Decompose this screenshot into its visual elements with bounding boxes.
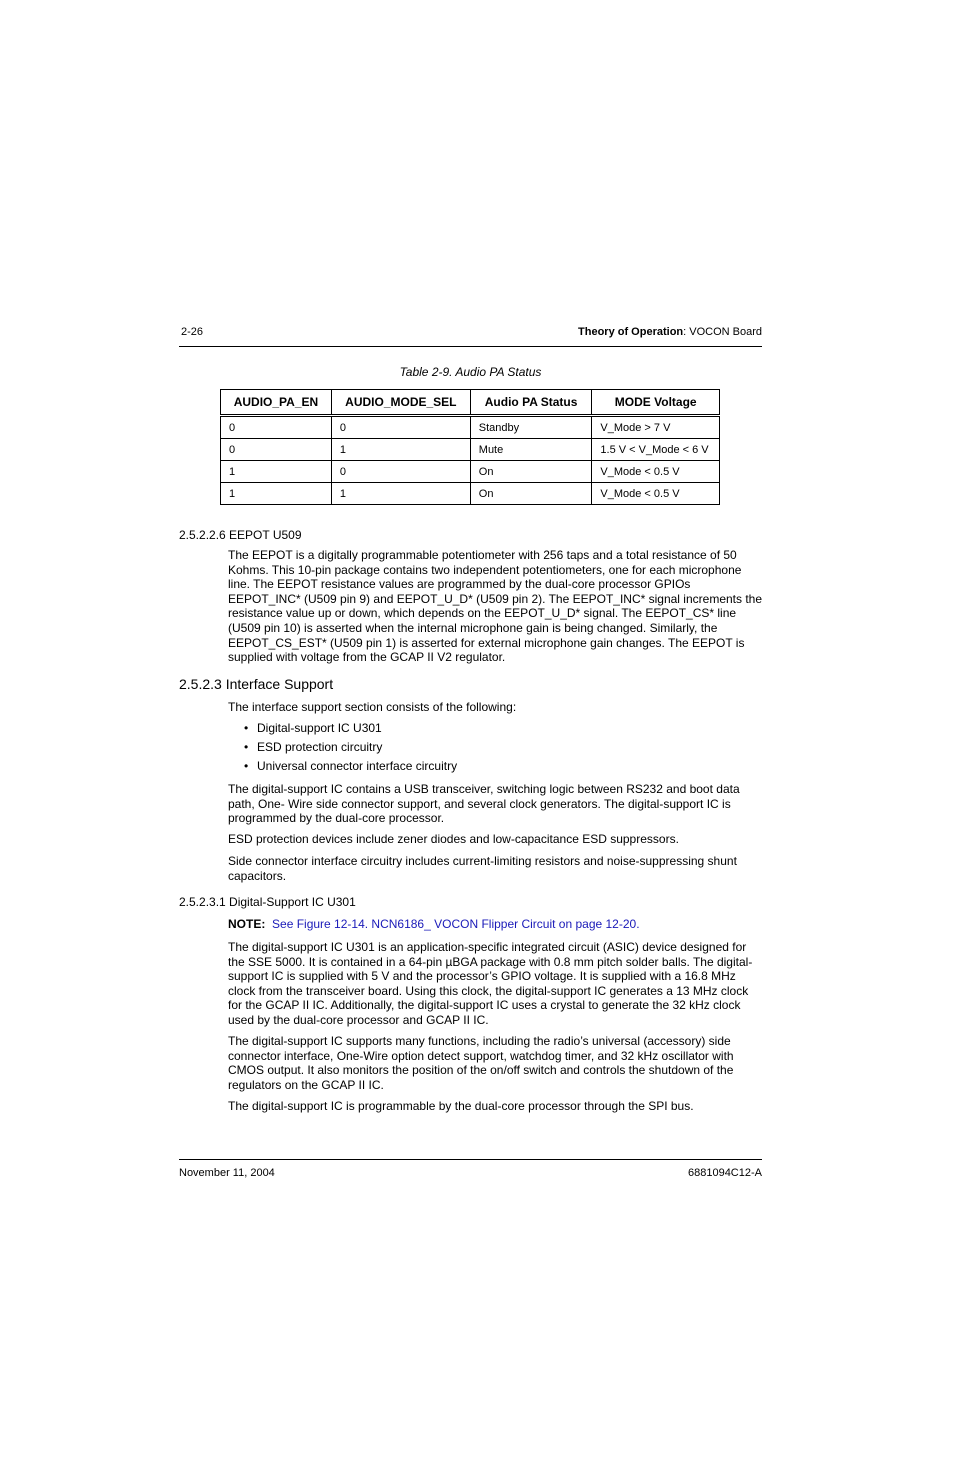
footer-date: November 11, 2004: [179, 1167, 275, 1179]
table-row: [221, 439, 720, 461]
running-header-rest: : VOCON Board: [683, 326, 762, 338]
table-row: [221, 461, 720, 483]
table-cell: 1: [331, 439, 470, 461]
heading-digital-support: 2.5.2.3.1 Digital-Support IC U301: [179, 895, 356, 909]
table-cell: On: [470, 483, 592, 505]
page-number: 2-26: [181, 326, 204, 338]
table-cell: 0: [221, 416, 332, 439]
table-cell: Mute: [470, 439, 592, 461]
list-item: • ESD protection circuitry: [244, 740, 383, 754]
heading-eepot: 2.5.2.2.6 EEPOT U509: [179, 528, 302, 542]
interface-paragraph-1: The digital-support IC contains a USB transceiver, switching logic between RS232 and boot data path, One- Wire side connector support, and several clock generators. The digital-support IC is programmed by the dual-core processor.: [228, 782, 740, 826]
table-cell: 0: [221, 439, 332, 461]
list-item-text: Universal connector interface circuitry: [257, 759, 458, 773]
figure-reference-link[interactable]: See Figure 12-14. NCN6186_ VOCON Flipper Circuit on page 12-20.: [272, 917, 640, 931]
table-cell: Standby: [470, 416, 592, 439]
interface-bullet-list: [228, 720, 457, 777]
column-header: AUDIO_PA_EN: [221, 390, 332, 416]
list-item-text: Digital-support IC U301: [257, 721, 382, 735]
list-item: • Universal connector interface circuitry: [244, 759, 458, 773]
column-header: MODE Voltage: [592, 390, 720, 416]
table-caption: Table 2-9. Audio PA Status: [399, 365, 542, 379]
footer-doc-number: 6881094C12-A: [687, 1167, 762, 1179]
table-cell: V_Mode < 0.5 V: [592, 483, 720, 505]
table-cell: 1.5 V < V_Mode < 6 V: [592, 439, 720, 461]
note-label: NOTE:: [228, 917, 266, 931]
table-cell: V_Mode > 7 V: [592, 416, 720, 439]
table-cell: On: [470, 461, 592, 483]
interface-paragraph-2: ESD protection devices include zener diodes and low-capacitance ESD suppressors.: [228, 832, 679, 846]
column-header: AUDIO_MODE_SEL: [331, 390, 470, 416]
digital-paragraph-2: The digital-support IC supports many functions, including the radio’s universal (accessory) side connector interface, One-Wire option detect support, watchdog timer, and 32 kHz oscillator with CMOS output. It also monitors the position of the on/off switch and controls the shutdown of the regulators on the GCAP II IC.: [228, 1034, 734, 1092]
digital-paragraph-1: The digital-support IC U301 is an application-specific integrated circuit (ASIC) device designed for the SSE 5000. It is contained in a 64-pin µBGA package with 0.8 mm pitch solder balls. The digital-support IC is supplied with 5 V and the processor’s GPIO voltage. It is supplied with a 16.8 MHz clock from the transceiver board. Using this clock, the digital-support IC generates a 13 MHz clock for the GCAP II IC. Additionally, the digital-support IC uses a crystal to generate the 32 kHz clock used by the dual-core processor and GCAP II IC.: [228, 940, 753, 1027]
audio-pa-status-table: [220, 389, 720, 505]
table-cell: 0: [331, 461, 470, 483]
table-cell: 1: [221, 483, 332, 505]
table-cell: 1: [331, 483, 470, 505]
table-cell: V_Mode < 0.5 V: [592, 461, 720, 483]
column-header: Audio PA Status: [470, 390, 592, 416]
table-row: [221, 483, 720, 505]
interface-paragraph-3: Side connector interface circuitry includes current-limiting resistors and noise-suppressing shunt capacitors.: [228, 854, 737, 883]
table-row: [221, 416, 720, 439]
running-header-bold: Theory of Operation: [578, 326, 684, 338]
heading-interface-support: 2.5.2.3 Interface Support: [179, 676, 334, 692]
table-header-row: [221, 390, 720, 416]
digital-paragraph-3: The digital-support IC is programmable by the dual-core processor through the SPI bus.: [228, 1099, 694, 1113]
list-item-text: ESD protection circuitry: [257, 740, 383, 754]
header-rule: [179, 346, 762, 347]
list-item: • Digital-support IC U301: [244, 721, 382, 735]
table-cell: 1: [221, 461, 332, 483]
footer-rule: [179, 1159, 762, 1160]
note: [228, 917, 762, 932]
interface-intro: The interface support section consists of the following:: [228, 700, 517, 714]
eepot-paragraph: The EEPOT is a digitally programmable potentiometer with 256 taps and a total resistance of 50 Kohms. This 10-pin package contains two independent potentiometers, one for each microphone line. The EEPOT resistance values are programmed by the dual-core processor GPIOs EEPOT_INC* (U509 pin 9) and EEPOT_U_D* (U509 pin 2). The EEPOT_INC* signal increments the resistance value up or down, which depends on the EEPOT_U_D* signal. The EEPOT_CS* line (U509 pin 10) is asserted when the internal microphone gain is being changed. Similarly, the EEPOT_CS_EST* (U509 pin 1) is asserted for external microphone gain changes. The EEPOT is supplied with voltage from the GCAP II V2 regulator.: [228, 548, 763, 665]
running-header: [578, 326, 762, 338]
table-cell: 0: [331, 416, 470, 439]
